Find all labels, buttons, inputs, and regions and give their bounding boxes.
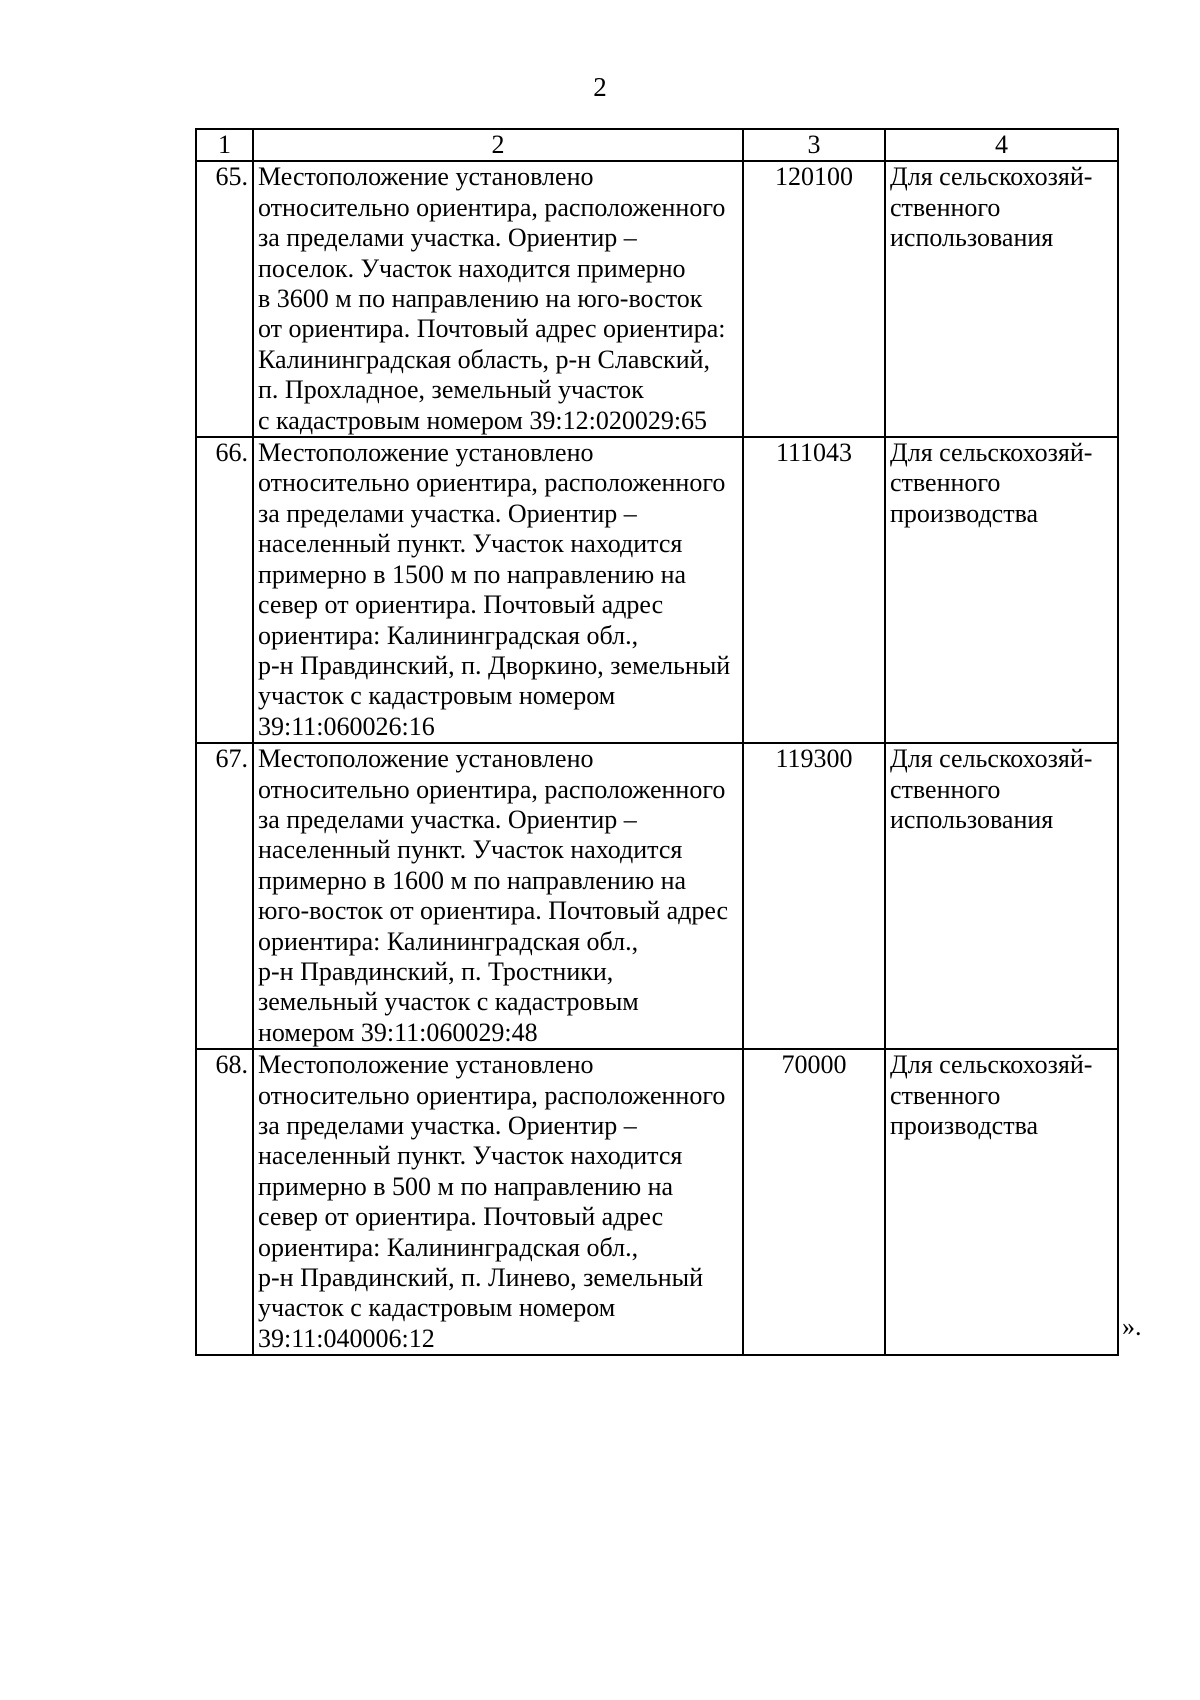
table-row [196,1049,1118,1355]
description-line: относительно ориентира, расположенного [258,192,726,222]
land-plots-table [195,128,1119,1356]
location-description [253,1049,743,1355]
description-line: за пределами участка. Ориентир – [258,223,637,253]
description-line: за пределами участка. Ориентир – [258,498,637,528]
description-line: ориентира: Калининградская обл., [258,620,639,650]
table-header-row [196,129,1118,161]
description-line: земельный участок с кадастровым [258,987,639,1017]
column-header: 3 [743,129,885,161]
location-description [253,161,743,437]
description-line: примерно в 1600 м по направлению на [258,865,687,895]
description-line: населенный пункт. Участок находится [258,529,683,559]
description-line: ориентира: Калининградская обл., [258,926,639,956]
description-line: от ориентира. Почтовый адрес ориентира: [258,314,726,344]
description-line: относительно ориентира, расположенного [258,468,726,498]
column-header: 4 [885,129,1118,161]
purpose-line: Для сельскохозяй- [890,744,1093,774]
area-value: 111043 [743,437,885,743]
description-line: участок с кадастровым номером [258,1293,616,1323]
purpose-line: Для сельскохозяй- [890,1050,1093,1080]
purpose-line: ственного [890,774,1001,804]
column-header: 1 [196,129,253,161]
purpose-line: использования [890,223,1054,253]
description-line: р-н Правдинский, п. Тростники, [258,956,614,986]
description-line: номером 39:11:060029:48 [258,1017,538,1047]
description-line: населенный пункт. Участок находится [258,1141,683,1171]
description-line: р-н Правдинский, п. Дворкино, земельный [258,650,731,680]
row-number: 66. [196,437,253,743]
purpose-line: ственного [890,192,1001,222]
column-header: 2 [253,129,743,161]
area-value: 119300 [743,743,885,1049]
description-line: р-н Правдинский, п. Линево, земельный [258,1263,704,1293]
purpose-line: Для сельскохозяй- [890,438,1093,468]
purpose-line: производства [890,498,1039,528]
table-row [196,161,1118,437]
description-line: населенный пункт. Участок находится [258,835,683,865]
land-purpose [885,437,1118,743]
description-line: Местоположение установлено [258,1050,594,1080]
land-purpose [885,743,1118,1049]
row-number: 65. [196,161,253,437]
description-line: север от ориентира. Почтовый адрес [258,1202,664,1232]
description-line: в 3600 м по направлению на юго-восток [258,284,703,314]
description-line: Местоположение установлено [258,744,594,774]
table-row [196,743,1118,1049]
area-value: 70000 [743,1049,885,1355]
row-number: 68. [196,1049,253,1355]
description-line: 39:11:060026:16 [258,711,435,741]
purpose-line: Для сельскохозяй- [890,162,1093,192]
area-value: 120100 [743,161,885,437]
table-row [196,437,1118,743]
location-description [253,437,743,743]
description-line: Местоположение установлено [258,162,594,192]
purpose-line: использования [890,804,1054,834]
description-line: 39:11:040006:12 [258,1323,435,1353]
description-line: поселок. Участок находится примерно [258,253,686,283]
land-purpose [885,1049,1118,1355]
closing-quote-mark: ». [1122,1312,1142,1341]
description-line: относительно ориентира, расположенного [258,774,726,804]
description-line: примерно в 500 м по направлению на [258,1171,674,1201]
description-line: ориентира: Калининградская обл., [258,1232,639,1262]
description-line: Местоположение установлено [258,438,594,468]
description-line: юго-восток от ориентира. Почтовый адрес [258,896,729,926]
description-line: Калининградская область, р-н Славский, [258,344,711,374]
description-line: север от ориентира. Почтовый адрес [258,590,664,620]
description-line: относительно ориентира, расположенного [258,1080,726,1110]
description-line: за пределами участка. Ориентир – [258,804,637,834]
description-line: примерно в 1500 м по направлению на [258,559,687,589]
description-line: участок с кадастровым номером [258,681,616,711]
land-purpose [885,161,1118,437]
description-line: за пределами участка. Ориентир – [258,1111,637,1140]
description-line: п. Прохладное, земельный участок [258,375,644,405]
row-number: 67. [196,743,253,1049]
purpose-line: ственного [890,468,1001,498]
purpose-line: производства [890,1111,1039,1140]
page-number: 2 [593,72,607,102]
purpose-line: ственного [890,1080,1001,1110]
location-description [253,743,743,1049]
description-line: с кадастровым номером 39:12:020029:65 [258,405,708,435]
